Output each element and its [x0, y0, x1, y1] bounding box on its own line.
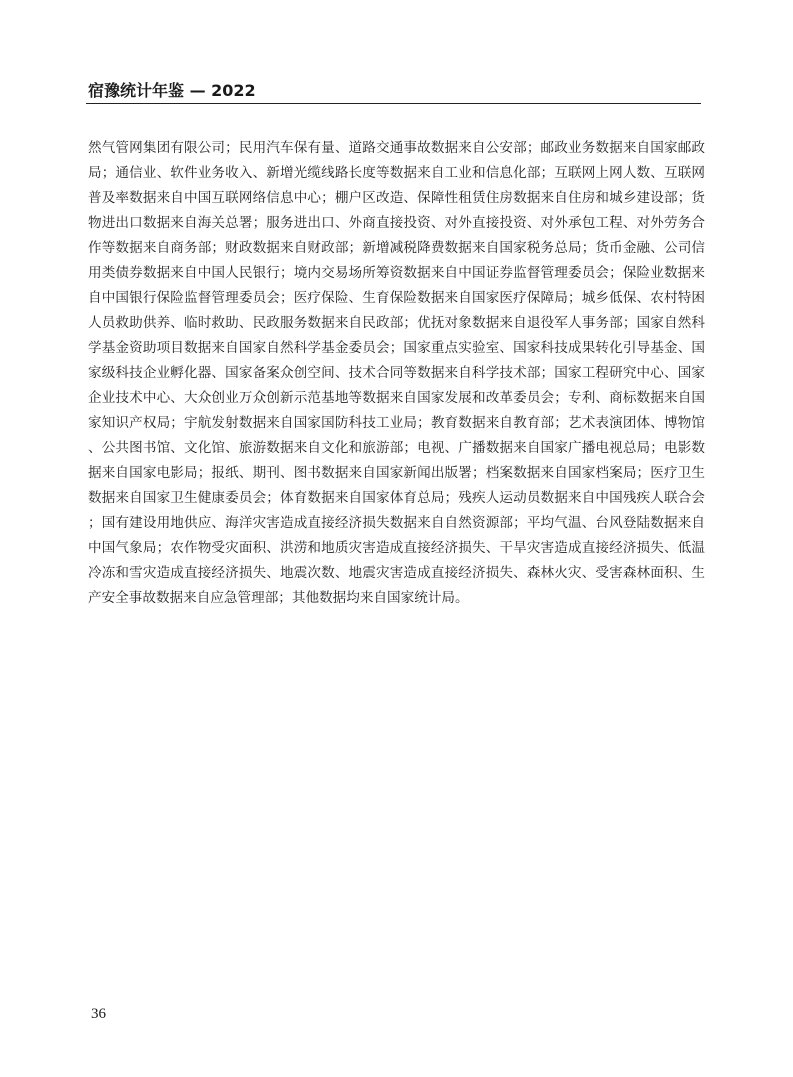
- page-number: 36: [91, 1006, 106, 1022]
- running-header-title: 宿豫统计年鉴 — 2022: [88, 81, 256, 100]
- header-rule: [86, 103, 701, 104]
- body-paragraph: 然气管网集团有限公司；民用汽车保有量、道路交通事故数据来自公安部；邮政业务数据来自国家邮政局；通信业、软件业务收入、新增光缆线路长度等数据来自工业和信息化部；互联网上网人数、互联网普及率数据来自中国互联网络信息中心；棚户区改造、保障性租赁住房数据来自住房和城乡建设部；货物进出口数据来自海关总署；服务进出口、外商直接投资、对外直接投资、对外承包工程、对外劳务合作等数据来自商务部；财政数据来自财政部；新增减税降费数据来自国家税务总局；货币金融、公司信用类债券数据来自中国人民银行；境内交易场所筹资数据来自中国证券监督管理委员会；保险业数据来自中国银行保险监督管理委员会；医疗保险、生育保险数据来自国家医疗保障局；城乡低保、农村特困人员救助供养、临时救助、民政服务数据来自民政部；优抚对象数据来自退役军人事务部；国家自然科学基金资助项目数据来自国家自然科学基金委员会；国家重点实验室、国家科技成果转化引导基金、国家级科技企业孵化器、国家备案众创空间、技术合同等数据来自科学技术部；国家工程研究中心、国家企业技术中心、大众创业万众创新示范基地等数据来自国家发展和改革委员会；专利、商标数据来自国家知识产权局；宇航发射数据来自国家国防科技工业局；教育数据来自教育部；艺术表演团体、博物馆、公共图书馆、文化馆、旅游数据来自文化和旅游部；电视、广播数据来自国家广播电视总局；电影数据来自国家电影局；报纸、期刊、图书数据来自国家新闻出版署；档案数据来自国家档案局；医疗卫生数据来自国家卫生健康委员会；体育数据来自国家体育总局；残疾人运动员数据来自中国残疾人联合会；国有建设用地供应、海洋灾害造成直接经济损失数据来自自然资源部；平均气温、台风登陆数据来自中国气象局；农作物受灾面积、洪涝和地质灾害造成直接经济损失、干旱灾害造成直接经济损失、低温冷冻和雪灾造成直接经济损失、地震次数、地震灾害造成直接经济损失、森林火灾、受害森林面积、生产安全事故数据来自应急管理部；其他数据均来自国家统计局。: [88, 140, 705, 606]
